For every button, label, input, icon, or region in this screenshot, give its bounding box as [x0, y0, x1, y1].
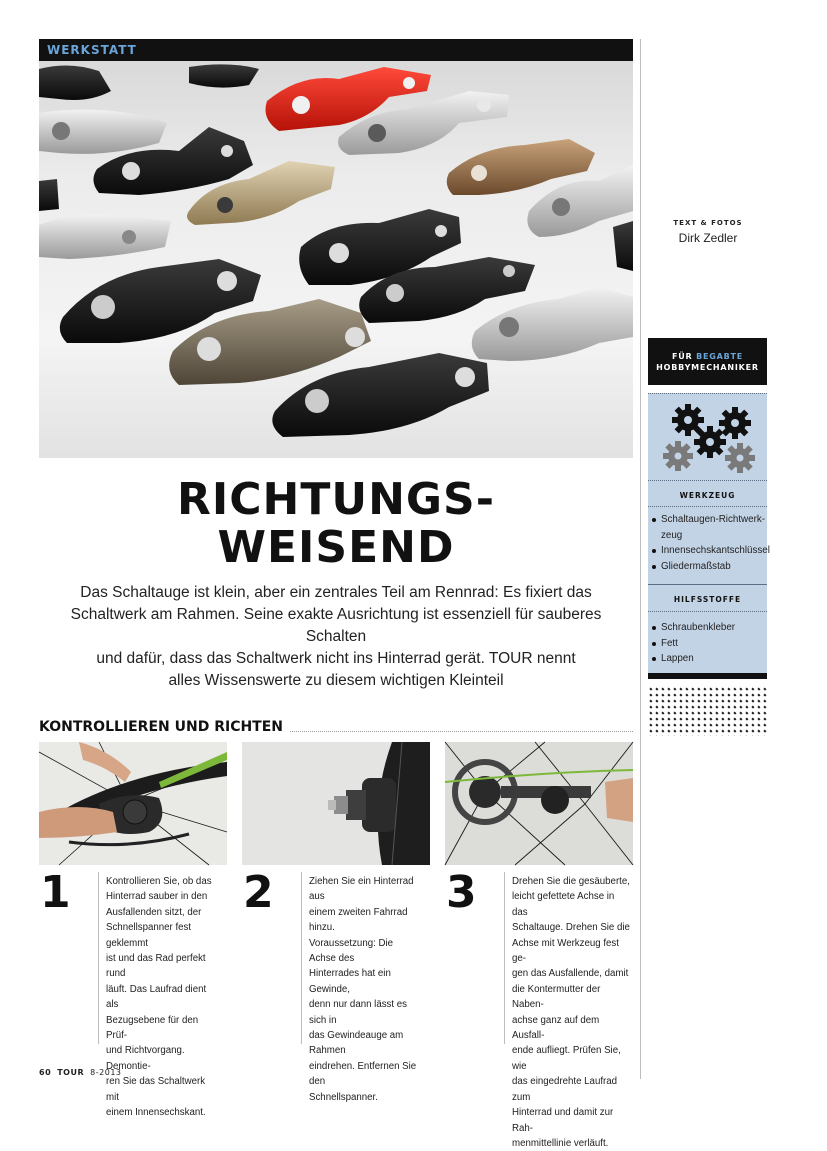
step-3-line: achse ganz auf dem Ausfall- — [512, 1014, 600, 1042]
step-2-line: denn nur dann lässt es sich in — [309, 999, 408, 1026]
supply-item: Lappen — [650, 651, 766, 667]
tools-title: WERKZEUG — [679, 491, 736, 500]
sidebar-header-accent: BEGABTE — [696, 352, 744, 361]
step-1-line: Ausfallenden sitzt, der — [106, 906, 202, 918]
subsection-title: KONTROLLIEREN UND RICHTEN — [39, 719, 289, 735]
step-3-line: Drehen Sie die gesäuberte, — [512, 876, 630, 887]
credit-name: Dirk Zedler — [678, 231, 738, 245]
sidebar-bottom-bar — [648, 673, 767, 679]
section-bar — [39, 39, 633, 61]
step-2-line: Ziehen Sie ein Hinterrad aus — [309, 876, 414, 903]
intro-line: und dafür, dass das Schaltwerk nicht ins Hinterrad gerät. TOUR nennt — [96, 650, 576, 667]
sidebar-divider — [648, 480, 767, 481]
headline-line-1: RICHTUNGS- — [177, 474, 495, 525]
sidebar-header-line-2: HOBBYMECHANIKER — [656, 363, 759, 372]
step-2-number: 2 — [243, 867, 274, 918]
supplies-title: HILFSSTOFFE — [673, 595, 742, 604]
step-3-line: die Kontermutter der Naben- — [512, 983, 601, 1011]
hub-axle-photo-icon — [242, 742, 430, 865]
step-3-line: ende aufliegt. Prüfen Sie, wie — [512, 1045, 621, 1072]
step-1-line: ren Sie das Schaltwerk mit — [106, 1076, 206, 1103]
step-3-line: menmittellinie verläuft. — [512, 1137, 609, 1149]
step-3-line: leicht gefettete Achse in das — [512, 891, 615, 918]
column-divider — [640, 39, 641, 1079]
intro-line: alles Wissenswerte zu diesem wichtigen Kleinteil — [168, 672, 504, 689]
step-3-line: das eingedrehte Laufrad zum — [512, 1076, 618, 1103]
step-2-photo — [242, 742, 430, 865]
hero-photo — [39, 61, 633, 458]
step-2-line: das Gewindeauge am Rahmen — [309, 1030, 404, 1057]
headline — [39, 476, 633, 572]
wheel-alignment-photo-icon — [445, 742, 633, 865]
tool-item-label: Gliedermaßstab — [661, 560, 731, 572]
step-1-line: Hinterrad sauber in den — [106, 891, 208, 903]
step-3-number: 3 — [446, 867, 477, 918]
page-footer — [39, 1068, 122, 1077]
headline-line-2: WEISEND — [217, 522, 455, 573]
gears-icon — [660, 398, 756, 476]
step-3-text — [512, 874, 630, 1151]
step-2-line: Hinterrades hat ein Gewinde, — [309, 968, 391, 995]
sidebar-divider — [648, 611, 767, 612]
step-1-line: ist und das Rad perfekt rund — [106, 953, 206, 980]
step-1-number: 1 — [40, 867, 71, 918]
step-1-line: Schnellspanner fest geklemmt — [106, 922, 192, 949]
derailleur-hangers-icon — [39, 61, 633, 458]
derailleur-photo-icon — [39, 742, 227, 865]
step-2-text — [309, 874, 419, 1105]
sidebar-divider — [648, 584, 767, 585]
step-3-line: Achse mit Werkzeug fest ge- — [512, 937, 619, 965]
step-2-line: Voraussetzung: Die Achse des — [309, 937, 394, 965]
sidebar-header — [648, 338, 767, 385]
magazine-name: TOUR — [57, 1068, 85, 1077]
step-3-line: Schaltauge. Drehen Sie die — [512, 922, 630, 934]
tool-item — [650, 559, 766, 575]
intro-text — [70, 582, 602, 692]
page-number: 60 — [39, 1068, 52, 1077]
step-1-line: läuft. Das Laufrad dient als — [106, 983, 207, 1011]
sidebar-header-prefix: FÜR — [671, 352, 697, 361]
step-3-line: gen das Ausfallende, damit — [512, 968, 629, 980]
sidebar-divider — [648, 393, 767, 394]
tool-item-label: zeug — [661, 529, 683, 541]
tool-item-label: Schaltaugen-Richtwerk- — [661, 514, 766, 525]
step-1-photo — [39, 742, 227, 865]
step-1-line: Kontrollieren Sie, ob das — [106, 876, 212, 887]
step-3-rule — [504, 872, 505, 1044]
supply-item: Schraubenkleber — [650, 620, 766, 636]
credit-label: TEXT & FOTOS — [673, 219, 743, 227]
issue-number: 8-2013 — [90, 1068, 122, 1077]
step-1-rule — [98, 872, 99, 1044]
step-2-line: einem zweiten Fahrrad hinzu. — [309, 906, 408, 934]
step-3-line: Hinterrad und damit zur Rah- — [512, 1107, 614, 1134]
intro-line: Das Schaltauge ist klein, aber ein zentrales Teil am Rennrad: Es fixiert das — [80, 584, 592, 601]
step-1-text — [106, 874, 216, 1121]
tool-item — [650, 512, 766, 543]
step-2-rule — [301, 872, 302, 1044]
intro-line: Schaltwerk am Rahmen. Seine exakte Ausrichtung ist essenziell für sauberes Schalten — [70, 606, 602, 645]
step-2-line: Schnellspanner. — [309, 1091, 378, 1103]
tool-item-label: Innensechskantschlüssel — [661, 545, 770, 556]
supplies-list — [650, 620, 766, 667]
tool-item — [650, 543, 770, 559]
sidebar-pattern — [648, 686, 767, 736]
sidebar-header-line-1 — [648, 351, 767, 362]
step-3-photo — [445, 742, 633, 865]
step-1-line: einem Innensechskant. — [106, 1107, 206, 1119]
step-2-line: eindrehen. Entfernen Sie den — [309, 1060, 417, 1088]
supply-item: Fett — [650, 636, 766, 652]
tools-list — [650, 512, 770, 574]
step-1-line: und Richtvorgang. Demontie- — [106, 1045, 185, 1072]
step-1-line: Bezugsebene für den Prüf- — [106, 1014, 199, 1042]
sidebar-divider — [648, 506, 767, 507]
section-label: WERKSTATT — [47, 43, 137, 57]
